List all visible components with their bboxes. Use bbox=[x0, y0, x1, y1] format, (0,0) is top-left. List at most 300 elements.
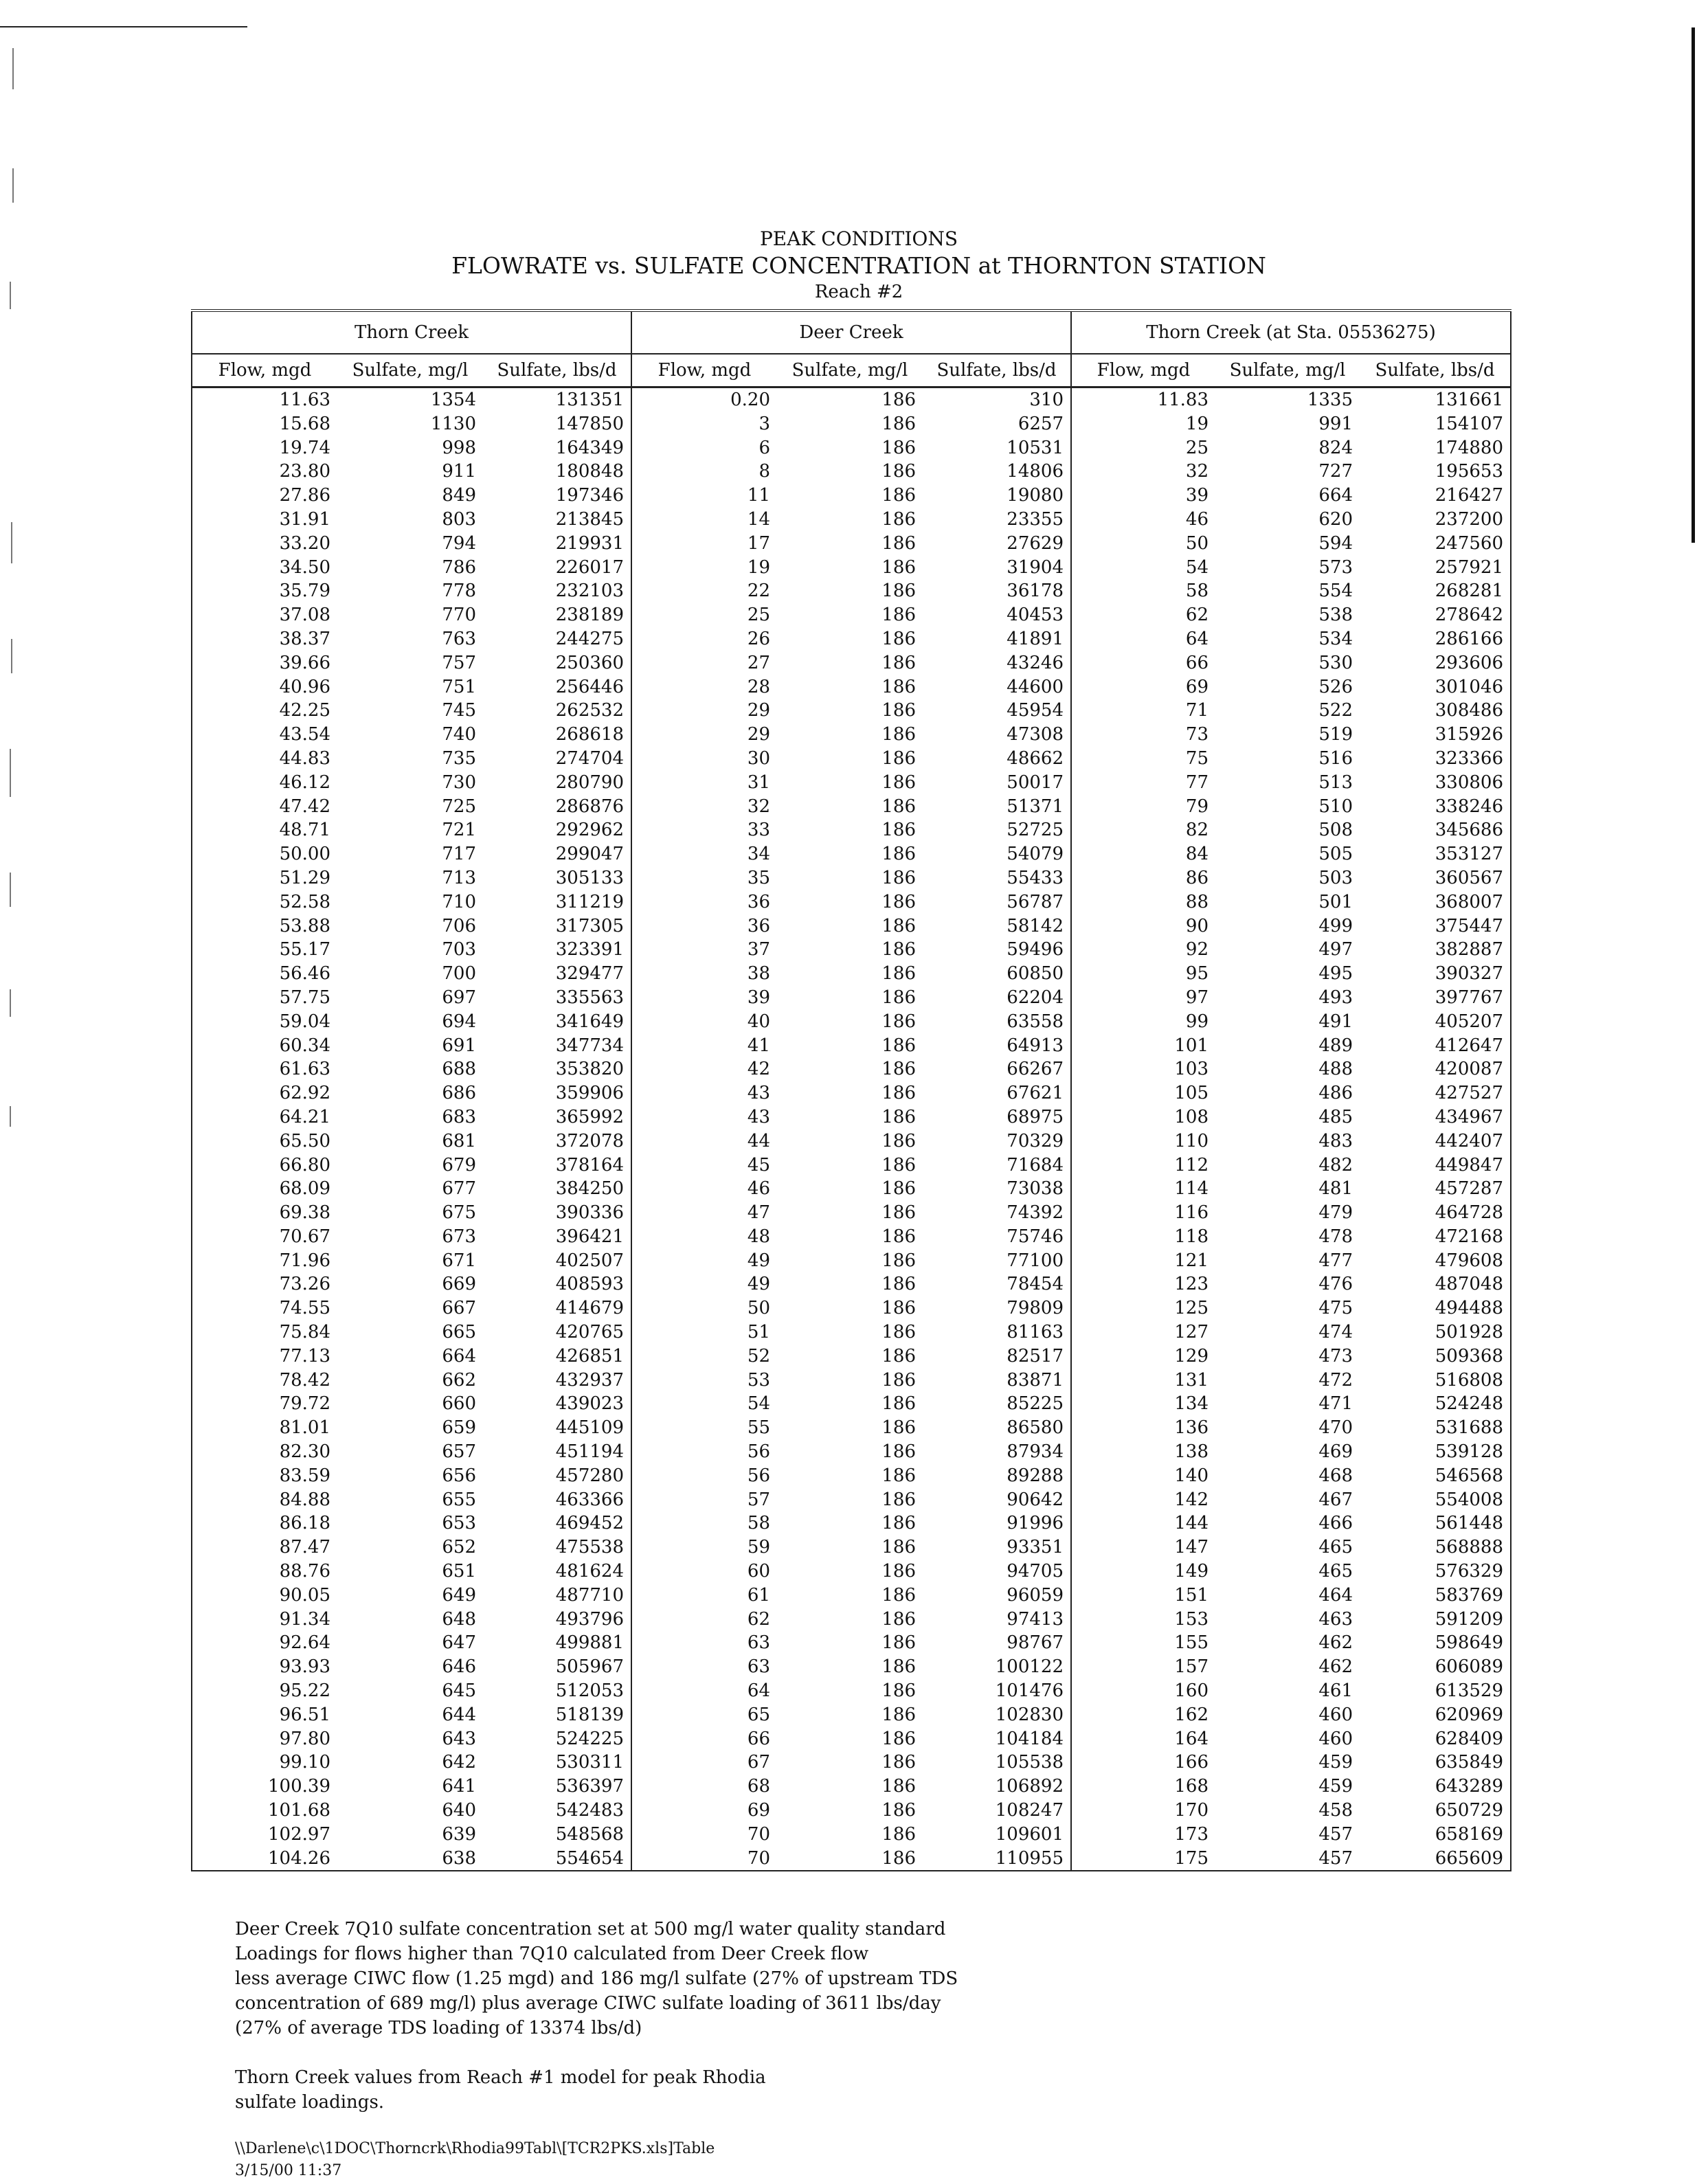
cell-thorn-sulfate-lbs: 213845 bbox=[483, 508, 631, 532]
cell-deer-sulfate-lbs: 14806 bbox=[923, 460, 1071, 484]
cell-deer-sulfate-lbs: 86580 bbox=[923, 1416, 1071, 1440]
cell-deer-sulfate-mgl: 186 bbox=[881, 1776, 916, 1797]
cell-thorn-flow: 48.71 bbox=[192, 818, 337, 842]
col-header: Flow, mgd bbox=[192, 354, 337, 387]
cell-thorn-sulfate-mgl: 645 bbox=[442, 1680, 476, 1702]
table-row bbox=[192, 866, 1511, 890]
cell-station-sulfate-lbs: 323366 bbox=[1360, 747, 1511, 771]
cell-deer-sulfate-mgl: 186 bbox=[881, 1800, 916, 1821]
cell-station-sulfate-lbs: 643289 bbox=[1360, 1775, 1511, 1799]
cell-deer-flow: 50 bbox=[747, 1298, 770, 1319]
cell-thorn-sulfate-lbs: 493796 bbox=[483, 1608, 631, 1632]
cell-thorn-flow: 19.74 bbox=[192, 436, 337, 460]
cell-station-flow: 144 bbox=[1174, 1513, 1209, 1534]
cell-station-sulfate-mgl: 488 bbox=[1318, 1059, 1353, 1080]
cell-thorn-sulfate-lbs: 341649 bbox=[483, 1010, 631, 1034]
cell-deer-sulfate-lbs: 91996 bbox=[923, 1511, 1071, 1536]
col-header: Sulfate, mg/l bbox=[1215, 354, 1360, 387]
cell-station-sulfate-mgl: 489 bbox=[1318, 1035, 1353, 1056]
cell-thorn-sulfate-mgl: 1130 bbox=[430, 413, 476, 434]
cell-deer-sulfate-lbs: 109601 bbox=[923, 1823, 1071, 1847]
title-main: FLOWRATE vs. SULFATE CONCENTRATION at THORNTON STATION bbox=[451, 252, 1266, 279]
cell-thorn-flow: 60.34 bbox=[192, 1034, 337, 1058]
cell-deer-sulfate-mgl: 186 bbox=[881, 700, 916, 721]
cell-thorn-flow: 31.91 bbox=[192, 508, 337, 532]
cell-deer-sulfate-lbs: 71684 bbox=[923, 1154, 1071, 1178]
cell-deer-sulfate-lbs: 41891 bbox=[923, 627, 1071, 651]
cell-deer-sulfate-mgl: 186 bbox=[881, 1130, 916, 1151]
cell-station-sulfate-mgl: 519 bbox=[1318, 724, 1353, 745]
cell-deer-sulfate-lbs: 51371 bbox=[923, 795, 1071, 819]
cell-thorn-sulfate-lbs: 384250 bbox=[483, 1177, 631, 1201]
cell-station-sulfate-mgl: 467 bbox=[1318, 1489, 1353, 1510]
cell-deer-sulfate-mgl: 186 bbox=[881, 844, 916, 865]
cell-thorn-sulfate-mgl: 660 bbox=[442, 1393, 476, 1415]
table-row bbox=[192, 1464, 1511, 1488]
cell-thorn-sulfate-mgl: 911 bbox=[442, 461, 476, 482]
cell-station-sulfate-lbs: 598649 bbox=[1360, 1631, 1511, 1655]
cell-station-sulfate-lbs: 293606 bbox=[1360, 651, 1511, 675]
cell-deer-flow: 6 bbox=[759, 437, 770, 458]
cell-station-sulfate-mgl: 466 bbox=[1318, 1513, 1353, 1534]
cell-station-flow: 114 bbox=[1174, 1178, 1209, 1200]
cell-deer-sulfate-mgl: 186 bbox=[881, 747, 916, 769]
cell-deer-sulfate-mgl: 186 bbox=[881, 867, 916, 888]
cell-deer-sulfate-lbs: 310 bbox=[923, 387, 1071, 412]
cell-station-flow: 173 bbox=[1174, 1823, 1209, 1845]
cell-deer-sulfate-lbs: 78454 bbox=[923, 1272, 1071, 1296]
cell-deer-flow: 25 bbox=[747, 605, 770, 626]
cell-thorn-flow: 57.75 bbox=[192, 986, 337, 1010]
cell-station-sulfate-mgl: 491 bbox=[1318, 1011, 1353, 1032]
cell-thorn-sulfate-mgl: 642 bbox=[442, 1752, 476, 1773]
cell-deer-flow: 11 bbox=[747, 485, 770, 506]
cell-deer-sulfate-mgl: 186 bbox=[881, 1752, 916, 1773]
cell-deer-sulfate-mgl: 186 bbox=[881, 1608, 916, 1630]
table-row bbox=[192, 771, 1511, 795]
cell-deer-flow: 29 bbox=[747, 700, 770, 721]
cell-thorn-sulfate-mgl: 683 bbox=[442, 1106, 476, 1127]
cell-thorn-flow: 53.88 bbox=[192, 914, 337, 938]
cell-station-flow: 112 bbox=[1174, 1154, 1209, 1176]
cell-deer-sulfate-mgl: 186 bbox=[881, 1059, 916, 1080]
cell-station-sulfate-lbs: 345686 bbox=[1360, 818, 1511, 842]
cell-thorn-sulfate-lbs: 219931 bbox=[483, 532, 631, 556]
cell-thorn-flow: 75.84 bbox=[192, 1320, 337, 1345]
cell-thorn-sulfate-lbs: 487710 bbox=[483, 1584, 631, 1608]
cell-deer-sulfate-lbs: 104184 bbox=[923, 1727, 1071, 1751]
cell-thorn-sulfate-lbs: 317305 bbox=[483, 914, 631, 938]
cell-deer-sulfate-lbs: 6257 bbox=[923, 412, 1071, 436]
title-block bbox=[412, 227, 1305, 304]
cell-station-flow: 99 bbox=[1185, 1011, 1209, 1032]
cell-station-sulfate-lbs: 494488 bbox=[1360, 1296, 1511, 1320]
cell-deer-flow: 56 bbox=[747, 1465, 770, 1486]
cell-deer-sulfate-lbs: 74392 bbox=[923, 1201, 1071, 1225]
table-row bbox=[192, 1847, 1511, 1871]
cell-thorn-sulfate-mgl: 671 bbox=[442, 1250, 476, 1271]
cell-station-flow: 110 bbox=[1174, 1130, 1209, 1151]
cell-thorn-sulfate-lbs: 250360 bbox=[483, 651, 631, 675]
cell-deer-sulfate-lbs: 40453 bbox=[923, 603, 1071, 627]
cell-deer-sulfate-mgl: 186 bbox=[777, 1847, 923, 1871]
cell-station-sulfate-mgl: 462 bbox=[1318, 1632, 1353, 1654]
cell-station-sulfate-mgl: 554 bbox=[1318, 581, 1353, 602]
cell-thorn-flow: 104.26 bbox=[192, 1847, 337, 1871]
cell-thorn-sulfate-lbs: 274704 bbox=[483, 747, 631, 771]
group-header-thorn-creek-station: Thorn Creek (at Sta. 05536275) bbox=[1071, 311, 1511, 354]
cell-deer-flow: 68 bbox=[747, 1776, 770, 1797]
cell-deer-sulfate-mgl: 186 bbox=[881, 1369, 916, 1391]
cell-station-sulfate-mgl: 459 bbox=[1318, 1776, 1353, 1797]
cell-station-sulfate-lbs: 479608 bbox=[1360, 1249, 1511, 1273]
cell-deer-sulfate-lbs: 73038 bbox=[923, 1177, 1071, 1201]
table-row bbox=[192, 1488, 1511, 1512]
cell-deer-flow: 63 bbox=[747, 1632, 770, 1654]
cell-station-flow: 95 bbox=[1185, 963, 1209, 985]
cell-thorn-sulfate-mgl: 713 bbox=[442, 867, 476, 888]
cell-deer-flow: 67 bbox=[747, 1752, 770, 1773]
cell-thorn-sulfate-lbs: 536397 bbox=[483, 1775, 631, 1799]
cell-deer-sulfate-mgl: 186 bbox=[881, 413, 916, 434]
cell-thorn-sulfate-mgl: 694 bbox=[442, 1011, 476, 1032]
cell-thorn-sulfate-lbs: 232103 bbox=[483, 579, 631, 603]
cell-station-sulfate-lbs: 568888 bbox=[1360, 1536, 1511, 1560]
cell-thorn-flow: 74.55 bbox=[192, 1296, 337, 1320]
cell-station-sulfate-mgl: 459 bbox=[1318, 1752, 1353, 1773]
table-row bbox=[192, 1727, 1511, 1751]
table-row bbox=[192, 579, 1511, 603]
cell-deer-flow: 49 bbox=[747, 1250, 770, 1271]
cell-station-flow: 121 bbox=[1174, 1250, 1209, 1271]
cell-thorn-sulfate-mgl: 665 bbox=[442, 1322, 476, 1343]
cell-thorn-sulfate-mgl: 794 bbox=[442, 532, 476, 554]
cell-thorn-flow: 51.29 bbox=[192, 866, 337, 890]
cell-thorn-flow: 70.67 bbox=[192, 1225, 337, 1249]
cell-thorn-sulfate-lbs: 414679 bbox=[483, 1296, 631, 1320]
scan-mark bbox=[10, 1106, 11, 1127]
cell-thorn-flow: 33.20 bbox=[192, 532, 337, 556]
cell-station-sulfate-mgl: 464 bbox=[1318, 1584, 1353, 1606]
table-row bbox=[192, 1345, 1511, 1369]
cell-thorn-flow: 66.80 bbox=[192, 1154, 337, 1178]
cell-deer-sulfate-mgl: 186 bbox=[881, 485, 916, 506]
cell-thorn-sulfate-lbs: 530311 bbox=[483, 1751, 631, 1775]
cell-deer-sulfate-mgl: 186 bbox=[881, 1202, 916, 1224]
table-row bbox=[192, 436, 1511, 460]
cell-deer-sulfate-lbs: 64913 bbox=[923, 1034, 1071, 1058]
note-line: Deer Creek 7Q10 sulfate concentration set at 500 mg/l water quality standard bbox=[235, 1919, 946, 1939]
cell-station-sulfate-lbs: 554008 bbox=[1360, 1488, 1511, 1512]
cell-station-sulfate-lbs: 650729 bbox=[1360, 1799, 1511, 1823]
cell-deer-sulfate-mgl: 186 bbox=[881, 437, 916, 458]
cell-thorn-sulfate-lbs: 329477 bbox=[483, 962, 631, 986]
cell-thorn-sulfate-mgl: 725 bbox=[442, 796, 476, 817]
cell-deer-flow: 14 bbox=[747, 508, 770, 530]
cell-deer-sulfate-mgl: 186 bbox=[881, 1823, 916, 1845]
cell-station-sulfate-mgl: 481 bbox=[1318, 1178, 1353, 1200]
table-row bbox=[192, 1201, 1511, 1225]
table-row bbox=[192, 1129, 1511, 1154]
cell-deer-sulfate-mgl: 186 bbox=[881, 1680, 916, 1702]
cell-thorn-flow: 86.18 bbox=[192, 1511, 337, 1536]
cell-deer-sulfate-lbs: 44600 bbox=[923, 675, 1071, 699]
cell-deer-flow: 42 bbox=[747, 1059, 770, 1080]
cell-deer-flow: 48 bbox=[747, 1226, 770, 1247]
cell-deer-flow: 29 bbox=[747, 724, 770, 745]
cell-thorn-flow: 15.68 bbox=[192, 412, 337, 436]
cell-thorn-flow: 96.51 bbox=[192, 1703, 337, 1727]
cell-station-flow: 75 bbox=[1185, 747, 1209, 769]
cell-thorn-flow: 62.92 bbox=[192, 1081, 337, 1105]
cell-thorn-flow: 87.47 bbox=[192, 1536, 337, 1560]
cell-thorn-sulfate-mgl: 640 bbox=[442, 1800, 476, 1821]
cell-thorn-sulfate-mgl: 657 bbox=[442, 1441, 476, 1463]
cell-station-sulfate-mgl: 510 bbox=[1318, 796, 1353, 817]
cell-deer-sulfate-mgl: 186 bbox=[881, 1178, 916, 1200]
cell-station-sulfate-lbs: 442407 bbox=[1360, 1129, 1511, 1154]
cell-deer-sulfate-mgl: 186 bbox=[881, 1274, 916, 1295]
cell-thorn-flow: 52.58 bbox=[192, 890, 337, 914]
cell-thorn-sulfate-mgl: 648 bbox=[442, 1608, 476, 1630]
cell-deer-sulfate-mgl: 186 bbox=[881, 461, 916, 482]
cell-thorn-sulfate-lbs: 347734 bbox=[483, 1034, 631, 1058]
note-line: (27% of average TDS loading of 13374 lbs/d) bbox=[235, 2018, 642, 2038]
cell-station-flow: 166 bbox=[1174, 1752, 1209, 1773]
cell-thorn-sulfate-lbs: 524225 bbox=[483, 1727, 631, 1751]
cell-deer-sulfate-lbs: 100122 bbox=[923, 1655, 1071, 1679]
cell-deer-sulfate-lbs: 85225 bbox=[923, 1392, 1071, 1416]
cell-thorn-sulfate-mgl: 656 bbox=[442, 1465, 476, 1486]
cell-thorn-flow: 68.09 bbox=[192, 1177, 337, 1201]
cell-station-sulfate-mgl: 497 bbox=[1318, 939, 1353, 960]
cell-deer-sulfate-mgl: 186 bbox=[881, 1322, 916, 1343]
cell-deer-sulfate-mgl: 186 bbox=[881, 1011, 916, 1032]
table-row bbox=[192, 723, 1511, 747]
cell-station-sulfate-mgl: 499 bbox=[1318, 915, 1353, 936]
cell-thorn-sulfate-mgl: 664 bbox=[442, 1345, 476, 1366]
cell-deer-sulfate-lbs: 48662 bbox=[923, 747, 1071, 771]
cell-thorn-flow: 77.13 bbox=[192, 1345, 337, 1369]
cell-station-flow: 92 bbox=[1185, 939, 1209, 960]
cell-station-sulfate-mgl: 477 bbox=[1318, 1250, 1353, 1271]
cell-thorn-sulfate-mgl: 643 bbox=[442, 1728, 476, 1749]
cell-station-sulfate-lbs: 524248 bbox=[1360, 1392, 1511, 1416]
cell-station-sulfate-mgl: 1335 bbox=[1307, 390, 1353, 410]
cell-station-flow: 127 bbox=[1174, 1322, 1209, 1343]
table-row bbox=[192, 1536, 1511, 1560]
cell-thorn-sulfate-mgl: 638 bbox=[337, 1847, 483, 1871]
note-line: less average CIWC flow (1.25 mgd) and 186 mg/l sulfate (27% of upstream TDS bbox=[235, 1968, 958, 1989]
cell-deer-flow: 51 bbox=[747, 1322, 770, 1343]
cell-deer-sulfate-lbs: 43246 bbox=[923, 651, 1071, 675]
table-row bbox=[192, 603, 1511, 627]
cell-thorn-flow: 64.21 bbox=[192, 1105, 337, 1129]
table-row bbox=[192, 938, 1511, 962]
cell-deer-sulfate-mgl: 186 bbox=[881, 1656, 916, 1678]
cell-thorn-sulfate-lbs: 505967 bbox=[483, 1655, 631, 1679]
table-row bbox=[192, 1608, 1511, 1632]
cell-thorn-sulfate-lbs: 518139 bbox=[483, 1703, 631, 1727]
cell-station-sulfate-mgl: 538 bbox=[1318, 605, 1353, 626]
col-header: Flow, mgd bbox=[631, 354, 777, 387]
cell-thorn-flow: 50.00 bbox=[192, 842, 337, 866]
cell-station-sulfate-mgl: 501 bbox=[1318, 891, 1353, 912]
cell-thorn-flow: 42.25 bbox=[192, 699, 337, 723]
table-row bbox=[192, 1416, 1511, 1440]
cell-station-sulfate-lbs: 368007 bbox=[1360, 890, 1511, 914]
cell-deer-sulfate-mgl: 186 bbox=[881, 987, 916, 1008]
cell-station-sulfate-mgl: 468 bbox=[1318, 1465, 1353, 1486]
cell-station-sulfate-mgl: 493 bbox=[1318, 987, 1353, 1008]
scan-edge-bar bbox=[1692, 27, 1695, 543]
cell-deer-sulfate-lbs: 83871 bbox=[923, 1369, 1071, 1393]
cell-deer-flow: 30 bbox=[747, 747, 770, 769]
cell-station-sulfate-lbs: 353127 bbox=[1360, 842, 1511, 866]
table-row bbox=[192, 1320, 1511, 1345]
scan-mark bbox=[12, 168, 14, 203]
note-paragraph-1 bbox=[235, 1917, 991, 2040]
cell-thorn-flow: 101.68 bbox=[192, 1799, 337, 1823]
cell-deer-sulfate-lbs: 81163 bbox=[923, 1320, 1071, 1345]
cell-thorn-sulfate-lbs: 451194 bbox=[483, 1440, 631, 1464]
cell-thorn-sulfate-lbs: 147850 bbox=[483, 412, 631, 436]
cell-deer-sulfate-mgl: 186 bbox=[881, 556, 916, 578]
table-row bbox=[192, 747, 1511, 771]
cell-deer-sulfate-mgl: 186 bbox=[881, 891, 916, 912]
cell-thorn-sulfate-lbs: 499881 bbox=[483, 1631, 631, 1655]
cell-deer-sulfate-mgl: 186 bbox=[881, 1537, 916, 1558]
cell-thorn-sulfate-lbs: 131351 bbox=[483, 387, 631, 412]
cell-deer-sulfate-lbs: 94705 bbox=[923, 1560, 1071, 1584]
cell-station-sulfate-lbs: 257921 bbox=[1360, 556, 1511, 580]
cell-thorn-flow: 79.72 bbox=[192, 1392, 337, 1416]
cell-deer-sulfate-lbs: 75746 bbox=[923, 1225, 1071, 1249]
cell-station-sulfate-mgl: 479 bbox=[1318, 1202, 1353, 1224]
cell-deer-sulfate-mgl: 186 bbox=[881, 963, 916, 985]
table-row bbox=[192, 962, 1511, 986]
cell-thorn-sulfate-mgl: 751 bbox=[442, 676, 476, 697]
table-row bbox=[192, 890, 1511, 914]
cell-deer-sulfate-lbs: 27629 bbox=[923, 532, 1071, 556]
col-header: Sulfate, lbs/d bbox=[1360, 354, 1511, 387]
cell-deer-sulfate-lbs: 79809 bbox=[923, 1296, 1071, 1320]
cell-thorn-sulfate-mgl: 646 bbox=[442, 1656, 476, 1678]
cell-station-sulfate-mgl: 474 bbox=[1318, 1322, 1353, 1343]
table-row bbox=[192, 1010, 1511, 1034]
cell-thorn-sulfate-lbs: 554654 bbox=[483, 1847, 631, 1871]
cell-station-flow: 69 bbox=[1185, 676, 1209, 697]
cell-deer-sulfate-mgl: 186 bbox=[881, 724, 916, 745]
cell-thorn-sulfate-mgl: 653 bbox=[442, 1513, 476, 1534]
cell-thorn-sulfate-lbs: 359906 bbox=[483, 1081, 631, 1105]
cell-station-flow: 103 bbox=[1174, 1059, 1209, 1080]
cell-thorn-sulfate-mgl: 644 bbox=[442, 1704, 476, 1725]
cell-deer-flow: 38 bbox=[747, 963, 770, 985]
cell-station-sulfate-lbs: 330806 bbox=[1360, 771, 1511, 795]
cell-station-flow: 164 bbox=[1174, 1728, 1209, 1749]
cell-thorn-sulfate-mgl: 647 bbox=[442, 1632, 476, 1654]
cell-deer-flow: 46 bbox=[747, 1178, 770, 1200]
cell-station-sulfate-mgl: 460 bbox=[1318, 1728, 1353, 1749]
cell-station-flow: 105 bbox=[1174, 1083, 1209, 1104]
cell-thorn-sulfate-mgl: 735 bbox=[442, 747, 476, 769]
cell-station-sulfate-mgl: 503 bbox=[1318, 867, 1353, 888]
table-row bbox=[192, 627, 1511, 651]
cell-thorn-flow: 34.50 bbox=[192, 556, 337, 580]
cell-thorn-sulfate-mgl: 688 bbox=[442, 1059, 476, 1080]
cell-station-sulfate-mgl: 727 bbox=[1318, 461, 1353, 482]
cell-thorn-sulfate-mgl: 652 bbox=[442, 1537, 476, 1558]
cell-station-flow: 46 bbox=[1185, 508, 1209, 530]
table-row bbox=[192, 1105, 1511, 1129]
cell-deer-flow: 8 bbox=[759, 461, 770, 482]
cell-thorn-sulfate-mgl: 681 bbox=[442, 1130, 476, 1151]
cell-station-sulfate-mgl: 620 bbox=[1318, 508, 1353, 530]
cell-station-sulfate-lbs: 591209 bbox=[1360, 1608, 1511, 1632]
cell-deer-sulfate-lbs: 58142 bbox=[923, 914, 1071, 938]
cell-station-sulfate-lbs: 390327 bbox=[1360, 962, 1511, 986]
cell-thorn-sulfate-mgl: 786 bbox=[442, 556, 476, 578]
cell-deer-flow: 34 bbox=[747, 844, 770, 865]
cell-station-sulfate-lbs: 315926 bbox=[1360, 723, 1511, 747]
cell-station-flow: 84 bbox=[1185, 844, 1209, 865]
cell-thorn-sulfate-mgl: 730 bbox=[442, 772, 476, 793]
cell-deer-flow: 54 bbox=[747, 1393, 770, 1415]
cell-station-flow: 118 bbox=[1174, 1226, 1209, 1247]
cell-deer-sulfate-lbs: 90642 bbox=[923, 1488, 1071, 1512]
cell-station-sulfate-mgl: 465 bbox=[1318, 1561, 1353, 1582]
table-row bbox=[192, 1034, 1511, 1058]
cell-deer-flow: 32 bbox=[747, 796, 770, 817]
cell-thorn-flow: 84.88 bbox=[192, 1488, 337, 1512]
cell-station-sulfate-lbs: 628409 bbox=[1360, 1727, 1511, 1751]
cell-deer-sulfate-lbs: 77100 bbox=[923, 1249, 1071, 1273]
cell-station-flow: 50 bbox=[1185, 532, 1209, 554]
cell-thorn-sulfate-lbs: 402507 bbox=[483, 1249, 631, 1273]
cell-deer-flow: 52 bbox=[747, 1345, 770, 1366]
cell-thorn-sulfate-mgl: 1354 bbox=[430, 390, 476, 410]
print-timestamp: 3/15/00 11:37 bbox=[235, 2162, 342, 2179]
cell-deer-flow: 45 bbox=[747, 1154, 770, 1176]
cell-thorn-sulfate-mgl: 700 bbox=[442, 963, 476, 985]
group-header-deer-creek: Deer Creek bbox=[631, 311, 1071, 354]
cell-station-sulfate-lbs: 338246 bbox=[1360, 795, 1511, 819]
cell-deer-sulfate-mgl: 186 bbox=[881, 1393, 916, 1415]
cell-station-sulfate-lbs: 576329 bbox=[1360, 1560, 1511, 1584]
cell-thorn-sulfate-lbs: 299047 bbox=[483, 842, 631, 866]
cell-deer-flow: 43 bbox=[747, 1083, 770, 1104]
cell-station-flow: 25 bbox=[1185, 437, 1209, 458]
cell-station-flow: 77 bbox=[1185, 772, 1209, 793]
cell-station-sulfate-lbs: 397767 bbox=[1360, 986, 1511, 1010]
file-footer bbox=[235, 2138, 715, 2182]
cell-deer-flow: 70 bbox=[631, 1847, 777, 1871]
cell-thorn-sulfate-lbs: 512053 bbox=[483, 1679, 631, 1703]
cell-deer-sulfate-lbs: 45954 bbox=[923, 699, 1071, 723]
table-row bbox=[192, 1560, 1511, 1584]
cell-thorn-flow: 65.50 bbox=[192, 1129, 337, 1154]
cell-thorn-sulfate-mgl: 691 bbox=[442, 1035, 476, 1056]
cell-thorn-sulfate-lbs: 180848 bbox=[483, 460, 631, 484]
cell-station-sulfate-lbs: 472168 bbox=[1360, 1225, 1511, 1249]
cell-station-sulfate-lbs: 561448 bbox=[1360, 1511, 1511, 1536]
cell-thorn-sulfate-mgl: 639 bbox=[442, 1823, 476, 1845]
cell-deer-flow: 31 bbox=[747, 772, 770, 793]
cell-deer-sulfate-mgl: 186 bbox=[881, 1417, 916, 1439]
cell-station-sulfate-lbs: 360567 bbox=[1360, 866, 1511, 890]
cell-station-sulfate-mgl: 824 bbox=[1318, 437, 1353, 458]
